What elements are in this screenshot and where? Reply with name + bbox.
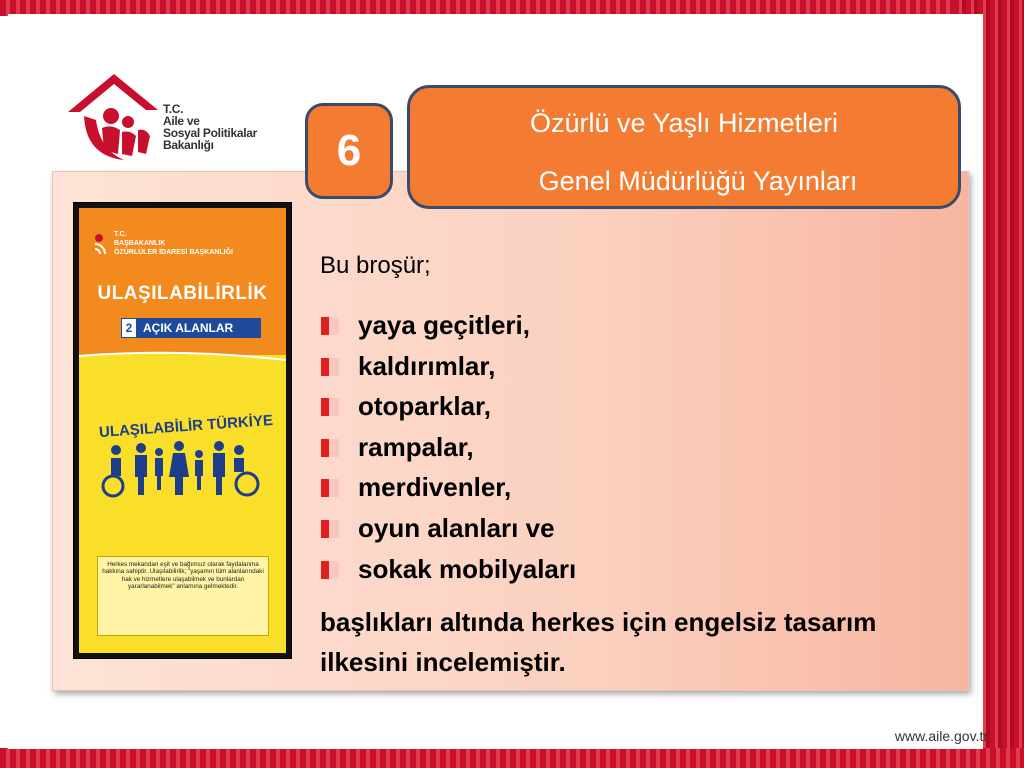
title-box (407, 85, 961, 209)
list-item-label: yaya geçitleri, (358, 310, 530, 340)
logo-line: Bakanlığı (163, 138, 214, 152)
number-badge (305, 103, 393, 199)
bullet-square-icon (321, 479, 339, 497)
bullet-square-icon (321, 398, 339, 416)
conclusion-text: başlıkları altında herkes için engelsiz tasarım ilkesini incelemiştir. (320, 607, 877, 677)
brochure-sub-number: 2 (121, 318, 137, 338)
signal-icon (93, 232, 115, 254)
bullet-square-icon (321, 520, 339, 538)
ministry-logo-text (163, 103, 257, 151)
brochure-title: ULAŞILABİLİRLİK (97, 283, 268, 304)
brochure-textbox: Herkes mekandan eşit ve bağımsız olarak faydalanma hakkına sahiptir. Ulaşılabilirlik; "yaşamın tüm alanlarındaki hak ve hizmetlere ulaşabilmek ve bunlardan yararlanabilmek" anlamına gelmektedir. (97, 556, 269, 636)
people-silhouettes-icon (101, 440, 271, 500)
bullet-square-icon (321, 317, 339, 335)
list-item-label: otoparklar, (358, 391, 491, 422)
gov-line: ÖZÜRLÜLER İDARESİ BAŞKANLIĞI (114, 249, 233, 256)
bullet-square-icon (321, 439, 339, 457)
gov-line: BAŞBAKANLIK (114, 240, 166, 247)
intro-text: Bu broşür; (320, 252, 431, 279)
list-item-label: merdivenler, (358, 472, 512, 503)
list-item (321, 513, 576, 554)
list-item (321, 351, 576, 392)
list-item-label: sokak mobilyaları (358, 553, 577, 584)
list-item-label: rampalar, (358, 431, 474, 462)
list-item-label: oyun alanları ve (358, 512, 555, 543)
list-item (321, 391, 576, 432)
brochure-image (73, 202, 292, 659)
badge-number: 6 (336, 126, 362, 175)
frame-bottom (0, 748, 1024, 768)
gov-line: T.C. (114, 231, 127, 238)
list-item-label: kaldırımlar, (358, 350, 496, 381)
logo-line: Aile ve (163, 114, 200, 128)
brochure-curve (79, 348, 286, 378)
title-line-2: Genel Müdürlüğü Yayınları (538, 166, 858, 196)
topic-list (321, 310, 576, 594)
list-item (321, 432, 576, 473)
logo-line: T.C. (163, 102, 184, 116)
brochure-sub-label: AÇIK ALANLAR (143, 321, 234, 335)
list-item (321, 310, 576, 351)
bullet-square-icon (321, 561, 339, 579)
footer-url-link[interactable]: www.aile.gov.tr (894, 728, 988, 744)
list-item (321, 472, 576, 513)
logo-line: Sosyal Politikalar (163, 126, 257, 140)
brochure-gov-text (114, 230, 233, 257)
bullet-square-icon (321, 358, 339, 376)
brochure-subtitle (121, 318, 261, 338)
list-item (321, 554, 576, 595)
title-line-1: Özürlü ve Yaşlı Hizmetleri (529, 108, 839, 138)
brochure-arc-text: ULAŞILABİLİR TÜRKİYE (98, 411, 274, 442)
